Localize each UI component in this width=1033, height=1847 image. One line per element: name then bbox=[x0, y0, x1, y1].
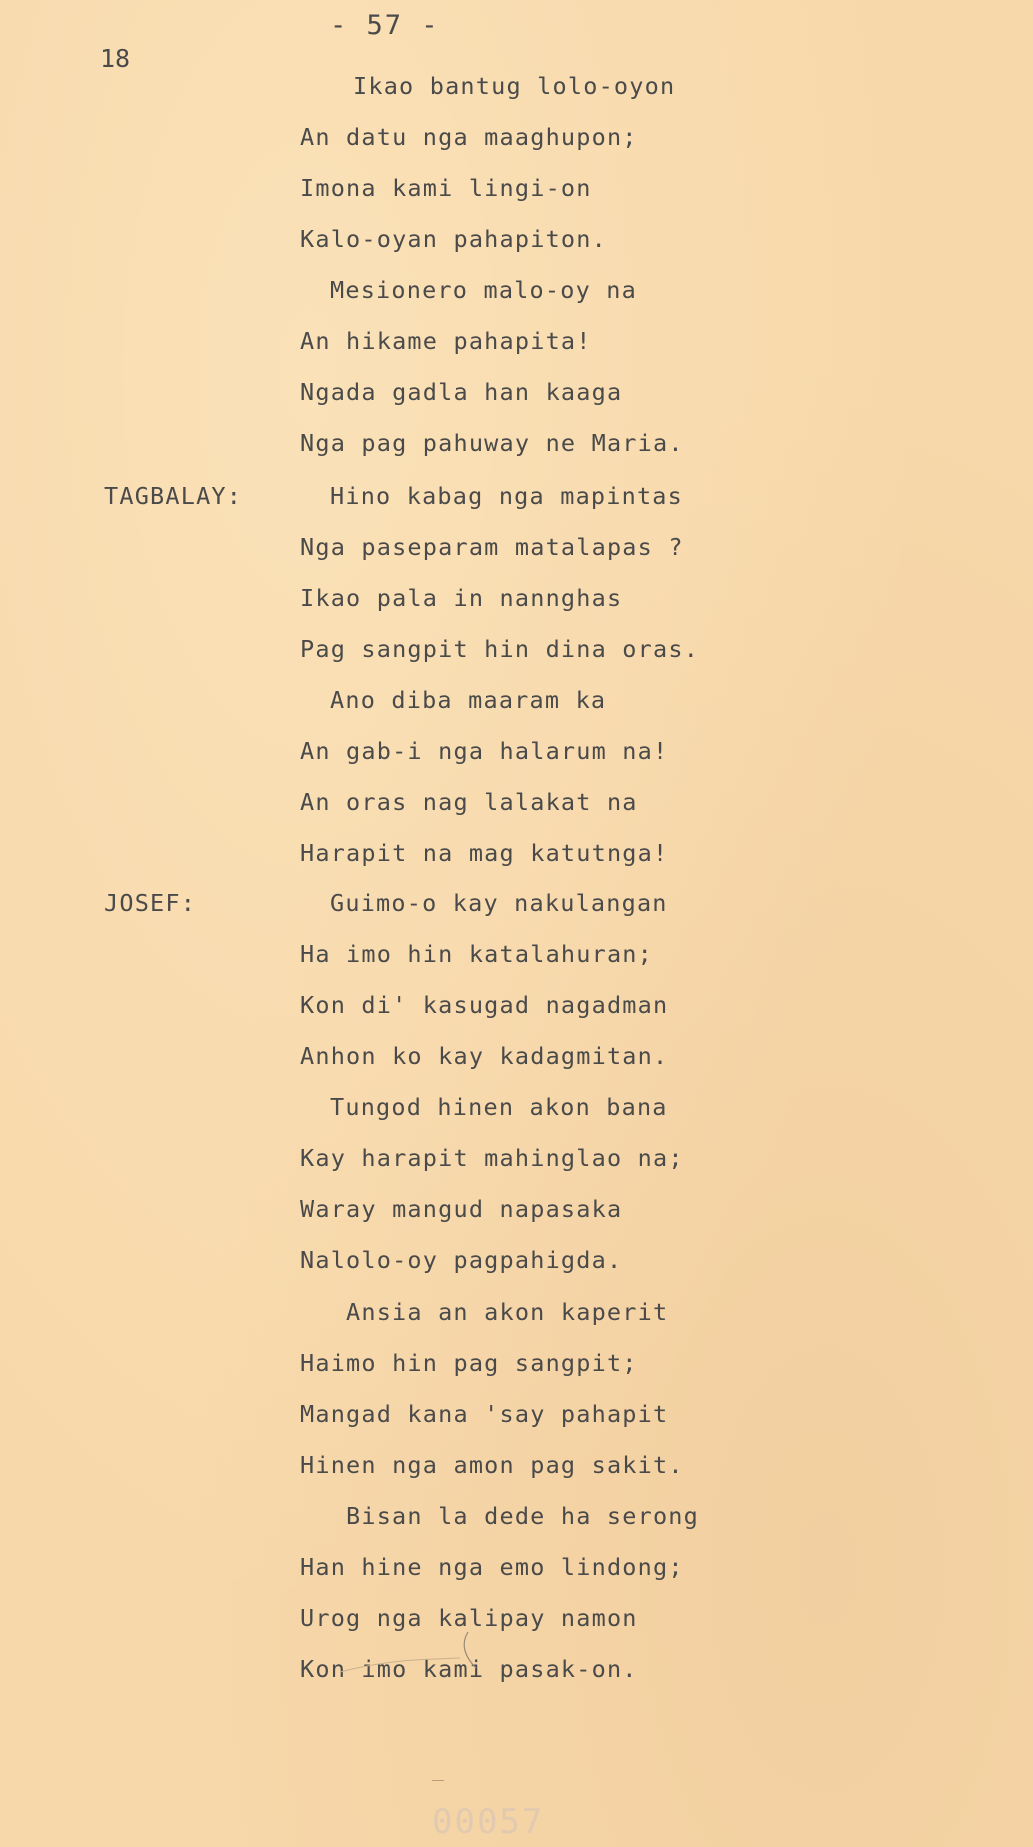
verse-line: An oras nag lalakat na bbox=[300, 788, 638, 816]
verse-line: Anhon ko kay kadagmitan. bbox=[300, 1042, 669, 1070]
verse-line: Kay harapit mahinglao na; bbox=[300, 1144, 684, 1172]
verse-line: Imona kami lingi-on bbox=[300, 174, 592, 202]
verse-line: Ha imo hin katalahuran; bbox=[300, 940, 654, 968]
verse-line: Mesionero malo-oy na bbox=[330, 276, 637, 304]
verse-line: Ano diba maaram ka bbox=[330, 686, 607, 714]
verse-line: Kon di' kasugad nagadman bbox=[300, 991, 669, 1019]
verse-line: Ikao bantug lolo-oyon bbox=[353, 72, 676, 100]
verse-line: Haimo hin pag sangpit; bbox=[300, 1349, 638, 1377]
verse-line: Hino kabag nga mapintas bbox=[330, 482, 684, 510]
pencil-mark bbox=[340, 1632, 485, 1677]
speaker-tagbalay: TAGBALAY: bbox=[104, 482, 243, 510]
verse-line: Tungod hinen akon bana bbox=[330, 1093, 668, 1121]
verse-line: Nalolo-oy pagpahigda. bbox=[300, 1246, 623, 1274]
verse-line: Ikao pala in nannghas bbox=[300, 584, 623, 612]
verse-line: Urog nga kalipay namon bbox=[300, 1604, 638, 1632]
verse-line: Nga pag pahuway ne Maria. bbox=[300, 429, 684, 457]
small-dash bbox=[432, 1780, 444, 1781]
verse-line: Bisan la dede ha serong bbox=[346, 1502, 700, 1530]
verse-line: Guimo-o kay nakulangan bbox=[330, 889, 668, 917]
verse-line: Han hine nga emo lindong; bbox=[300, 1553, 684, 1581]
verse-line: Nga paseparam matalapas ? bbox=[300, 533, 684, 561]
archive-stamp: 00057 bbox=[432, 1802, 545, 1842]
folio-number: 18 bbox=[100, 44, 131, 73]
verse-line: Kalo-oyan pahapiton. bbox=[300, 225, 607, 253]
verse-line: Ansia an akon kaperit bbox=[346, 1298, 669, 1326]
verse-line: An gab-i nga halarum na! bbox=[300, 737, 669, 765]
verse-line: Pag sangpit hin dina oras. bbox=[300, 635, 700, 663]
verse-line: Kon imo kami pasak-on. bbox=[300, 1655, 638, 1683]
verse-line: An datu nga maaghupon; bbox=[300, 123, 638, 151]
verse-line: Mangad kana 'say pahapit bbox=[300, 1400, 669, 1428]
verse-line: Ngada gadla han kaaga bbox=[300, 378, 623, 406]
speaker-josef: JOSEF: bbox=[104, 889, 197, 917]
verse-line: Hinen nga amon pag sakit. bbox=[300, 1451, 684, 1479]
verse-line: Waray mangud napasaka bbox=[300, 1195, 623, 1223]
verse-line: Harapit na mag katutnga! bbox=[300, 839, 669, 867]
page-number: - 57 - bbox=[330, 10, 440, 41]
verse-line: An hikame pahapita! bbox=[300, 327, 592, 355]
